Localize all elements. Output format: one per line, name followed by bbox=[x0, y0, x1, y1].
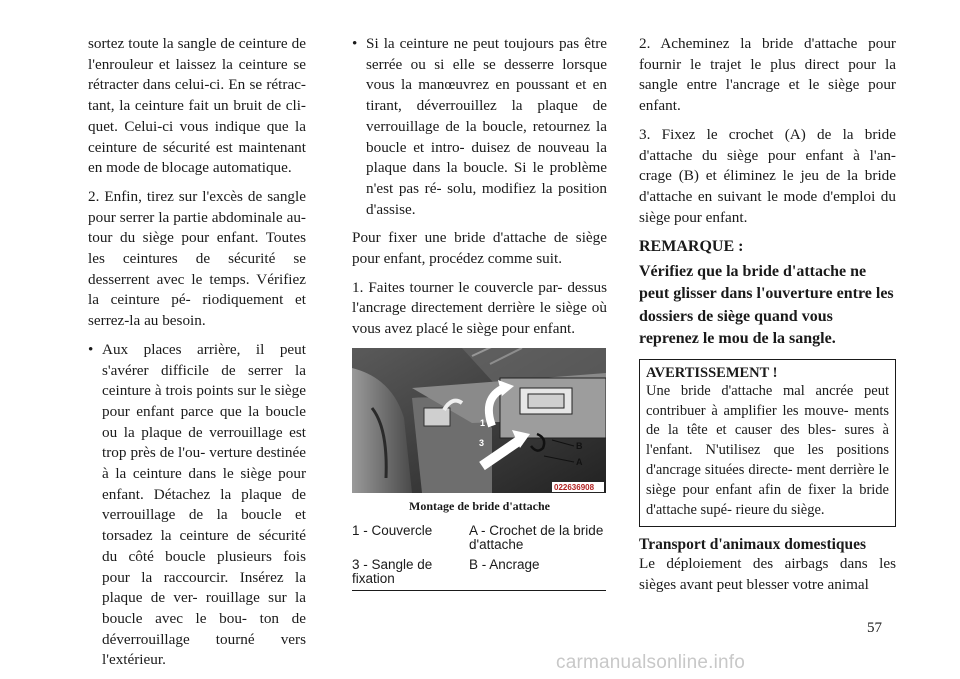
legend-cell: A - Crochet de la bride d'attache bbox=[469, 522, 604, 552]
figure-caption: Montage de bride d'attache bbox=[409, 498, 550, 513]
column-left bbox=[88, 34, 306, 679]
column-right bbox=[639, 34, 896, 604]
figure-code: 022636908 bbox=[554, 482, 595, 492]
note-text: Vérifiez que la bride d'attache ne peut glisser dans l'ouverture entre les dossiers de siège quand vous reprenez le mou de la sangle. bbox=[639, 262, 894, 348]
legend-row bbox=[352, 522, 606, 556]
legend-row bbox=[352, 556, 606, 591]
legend-cell: B - Ancrage bbox=[469, 556, 606, 591]
callout-b: B bbox=[576, 440, 583, 451]
callout-1: 1 bbox=[480, 417, 486, 428]
paragraph: Le déploiement des airbags dans les sièges avant peut blesser votre animal bbox=[639, 555, 896, 594]
column-middle bbox=[352, 34, 607, 591]
legend-cell: 3 - Sangle de fixation bbox=[352, 556, 469, 591]
paragraph: 1. Faites tourner le couvercle par- dessus l'ancrage directement derrière le siège où vous avez placé le siège pour enfant. bbox=[352, 278, 607, 338]
paragraph: 2. Acheminez la bride d'attache pour fournir le trajet le plus direct pour la sangle entre l'ancrage et le siège pour enfant. bbox=[639, 35, 896, 115]
section-heading: Transport d'animaux domestiques bbox=[639, 536, 867, 554]
warning-title: AVERTISSEMENT ! bbox=[646, 364, 778, 381]
paragraph: 2. Enfin, tirez sur l'excès de sangle pour serrer la partie abdominale au- tour du siège pour enfant. Toutes les ceintures de sécurité se desserrent avec le temps. Vérifiez la ceinture pé- riodiquement et serrez-la au besoin. bbox=[88, 187, 306, 330]
watermark: carmanualsonline.info bbox=[556, 652, 746, 673]
bullet-item: • Aux places arrière, il peut s'avérer difficile de serrer la ceinture à trois points sur le siège pour enfant parce que la boucle ou la plaque de verrouillage est trop près de l'ou- verture destinée à la ceinture dans le siège pour enfant. Détachez la plaque de verrouillage de la boucle et torsadez la ceinture de sécurité du côté boucle plusieurs fois pour la raccourcir. Insérez la plaque de ver- rouillage sur la boucle avec le bou- ton de déverrouillage tourné vers l'extérieur. bbox=[88, 340, 306, 671]
warning-box bbox=[639, 359, 896, 528]
tether-illustration-svg bbox=[352, 348, 606, 493]
bullet-item: • Si la ceinture ne peut toujours pas être serrée ou si elle se desserre lorsque vous la manœuvrez en poussant et en tirant, déverrouillez la plaque de verrouillage de la boucle, retournez la boucle et intro- duisez de nouveau la plaque dans la boucle. Si le problème n'est pas ré- solu, modifiez la position d'assise. bbox=[352, 34, 607, 220]
callout-a: A bbox=[576, 456, 583, 467]
page-number: 57 bbox=[867, 620, 882, 636]
tether-illustration bbox=[352, 348, 606, 493]
legend-cell: 1 - Couvercle bbox=[352, 522, 433, 538]
paragraph: 3. Fixez le crochet (A) de la bride d'attache du siège pour enfant à l'an- crage (B) et éliminez le jeu de la bride d'attache en suivant le mode d'emploi du siège pour enfant. bbox=[639, 125, 896, 226]
callout-3: 3 bbox=[479, 437, 485, 448]
legend-table bbox=[352, 522, 606, 591]
paragraph: Pour fixer une bride d'attache de siège pour enfant, procédez comme suit. bbox=[352, 229, 607, 268]
warning-text: Une bride d'attache mal ancrée peut contribuer à amplifier les mouve- ments de la tête et causer des bles- sures à l'enfant. N'utilisez que les positions d'ancrage situées directe- ment derrière le siège pour enfant afin de fixer la bride d'attache supé- rieure du siège. bbox=[646, 382, 889, 518]
paragraph: sortez toute la sangle de ceinture de l'enrouleur et laissez la ceinture se rétracter dans celui-ci. En se rétrac- tant, la ceinture fait un bruit de cli- quet. Celui-ci vous indique que la ceinture de sécurité est maintenant en mode de blocage automatique. bbox=[88, 35, 306, 177]
callout-2: 2 bbox=[485, 405, 491, 416]
note-label: REMARQUE : bbox=[639, 238, 744, 256]
